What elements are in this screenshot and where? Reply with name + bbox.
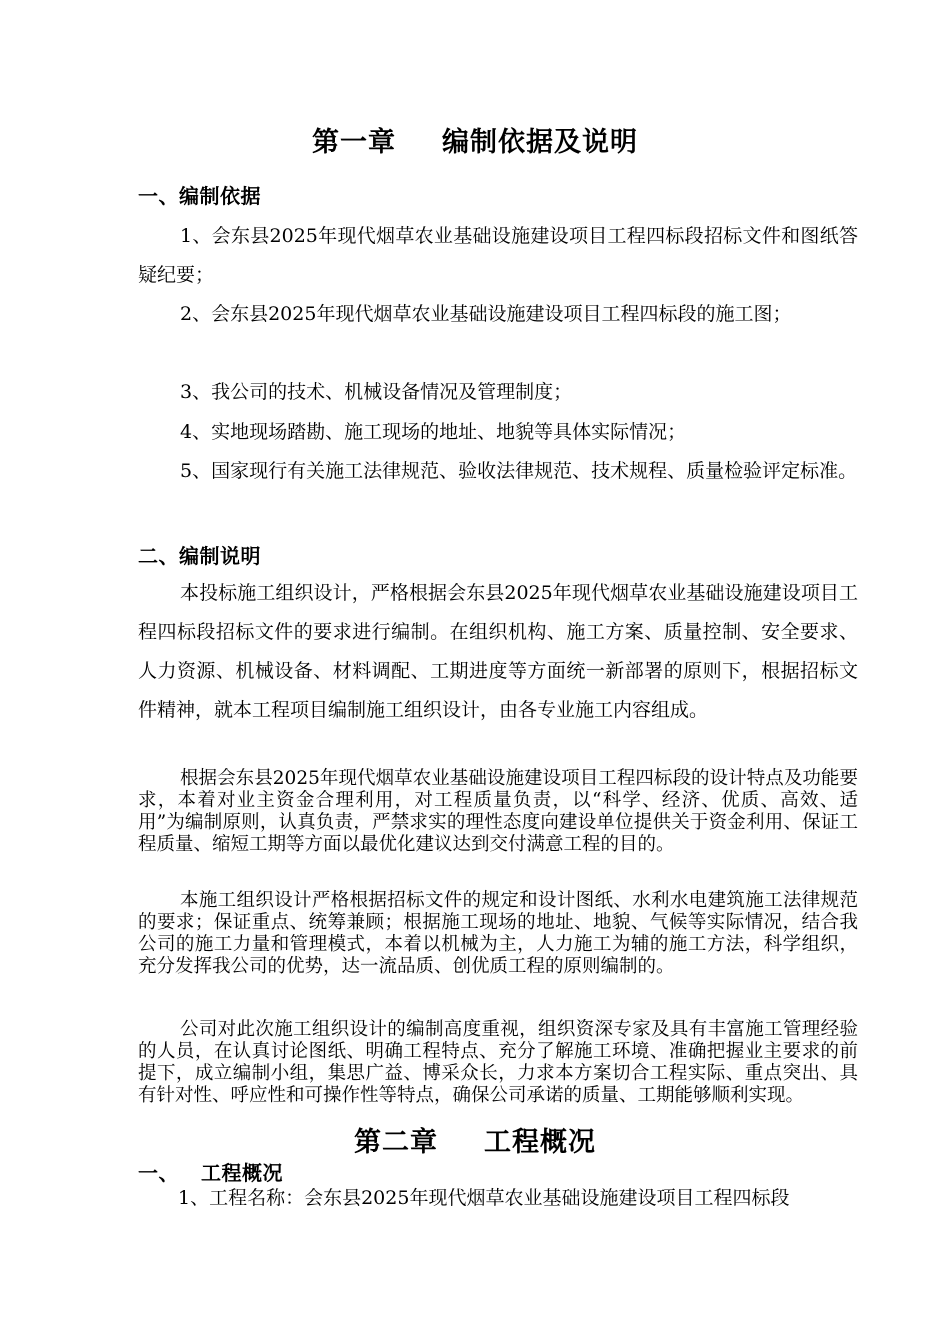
basis-item-2: 2、会东县2025年现代烟草农业基础设施建设项目工程四标段的施工图；	[180, 303, 792, 325]
section-description-heading	[138, 540, 261, 569]
section-description-number: 二、	[138, 544, 179, 568]
section-description-title: 编制说明	[179, 544, 261, 568]
chapter-1-heading	[0, 120, 950, 159]
basis-item-3: 3、我公司的技术、机械设备情况及管理制度；	[180, 381, 573, 403]
section-overview-number: 一、	[138, 1161, 179, 1185]
section-overview-title: 工程概况	[201, 1161, 283, 1185]
chapter-2-heading	[0, 1120, 950, 1159]
section-basis-heading	[138, 180, 261, 209]
chapter-2-title: 工程概况	[484, 1127, 596, 1158]
description-paragraph-1: 本投标施工组织设计，严格根据会东县2025年现代烟草农业基础设施建设项目工程四标段招标文件的要求进行编制。在组织机构、施工方案、质量控制、安全要求、人力资源、机械设备、材料调配、工期进度等方面统一新部署的原则下，根据招标文件精神，就本工程项目编制施工组织设计，由各专业施工内容组成。	[138, 582, 858, 721]
description-paragraph-3: 本施工组织设计严格根据招标文件的规定和设计图纸、水利水电建筑施工法律规范的要求；保证重点、统筹兼顾；根据施工现场的地址、地貌、气候等实际情况，结合我公司的施工力量和管理模式，本着以机械为主，人力施工为辅的施工方法，科学组织，充分发挥我公司的优势，达一流品质、创优质工程的原则编制的。	[138, 890, 858, 977]
chapter-1-title: 编制依据及说明	[442, 127, 638, 158]
description-paragraph-4: 公司对此次施工组织设计的编制高度重视，组织资深专家及具有丰富施工管理经验的人员，在认真讨论图纸、明确工程特点、充分了解施工环境、准确把握业主要求的前提下，成立编制小组，集思广益、博采众长，力求本方案切合工程实际、重点突出、具有针对性、呼应性和可操作性等特点，确保公司承诺的质量、工期能够顺利实现。	[138, 1019, 858, 1106]
section-basis-number: 一、	[138, 184, 179, 208]
chapter-1-number: 第一章	[312, 127, 396, 158]
section-overview-heading	[138, 1157, 283, 1186]
chapter-2-number: 第二章	[354, 1127, 438, 1158]
basis-item-5: 5、国家现行有关施工法律规范、验收法律规范、技术规程、质量检验评定标准。	[180, 460, 858, 482]
section-basis-title: 编制依据	[179, 184, 261, 208]
overview-item-1: 1、工程名称：会东县2025年现代烟草农业基础设施建设项目工程四标段	[178, 1187, 790, 1209]
description-paragraph-2: 根据会东县2025年现代烟草农业基础设施建设项目工程四标段的设计特点及功能要求，本着对业主资金合理利用，对工程质量负责，以“科学、经济、优质、高效、适用”为编制原则，认真负责，严禁求实的理性态度向建设单位提供关于资金利用、保证工程质量、缩短工期等方面以最优化建议达到交付满意工程的目的。	[138, 768, 858, 855]
basis-item-1: 1、会东县2025年现代烟草农业基础设施建设项目工程四标段招标文件和图纸答疑纪要；	[138, 225, 858, 286]
basis-item-4: 4、实地现场踏勘、施工现场的地址、地貌等具体实际情况；	[180, 421, 687, 443]
